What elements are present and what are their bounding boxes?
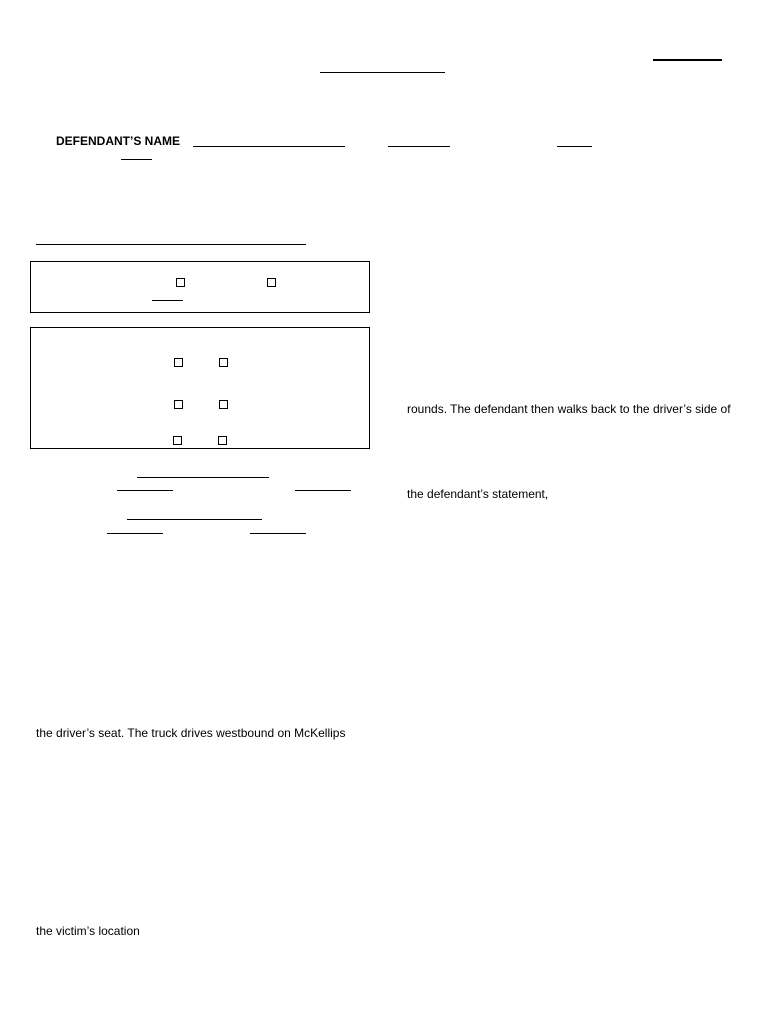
narrative-rounds-line: rounds. The defendant then walks back to the driver’s side of <box>407 402 731 416</box>
box1-blank[interactable] <box>152 300 183 301</box>
defendant-short-field[interactable] <box>121 159 152 160</box>
checkbox-2a-no[interactable] <box>219 358 228 367</box>
checkbox-2c-yes[interactable] <box>173 436 182 445</box>
option-box-2 <box>30 327 370 449</box>
defendant-extra-field[interactable] <box>557 146 592 147</box>
defendant-dob-field[interactable] <box>388 146 450 147</box>
checkbox-1b[interactable] <box>267 278 276 287</box>
checkbox-2b-yes[interactable] <box>174 400 183 409</box>
date-blank-2a[interactable] <box>107 533 163 534</box>
section-heading-blank[interactable] <box>36 244 306 245</box>
case-number-blank[interactable] <box>320 72 445 73</box>
narrative-statement-line: the defendant’s statement, <box>407 487 549 501</box>
date-blank-1b[interactable] <box>295 490 351 491</box>
date-blank-1a[interactable] <box>117 490 173 491</box>
checkbox-1a[interactable] <box>176 278 185 287</box>
narrative-truck-line: the driver’s seat. The truck drives westbound on McKellips <box>36 726 346 740</box>
defendant-name-field[interactable] <box>193 146 345 147</box>
checkbox-2a-yes[interactable] <box>174 358 183 367</box>
signature-blank-1[interactable] <box>137 477 269 478</box>
defendant-name-label: DEFENDANT’S NAME <box>56 134 181 148</box>
checkbox-2b-no[interactable] <box>219 400 228 409</box>
option-box-1 <box>30 261 370 313</box>
top-right-blank[interactable] <box>653 59 722 61</box>
narrative-victim-line: the victim’s location <box>36 924 140 938</box>
date-blank-2b[interactable] <box>250 533 306 534</box>
signature-blank-2[interactable] <box>127 519 262 520</box>
checkbox-2c-no[interactable] <box>218 436 227 445</box>
